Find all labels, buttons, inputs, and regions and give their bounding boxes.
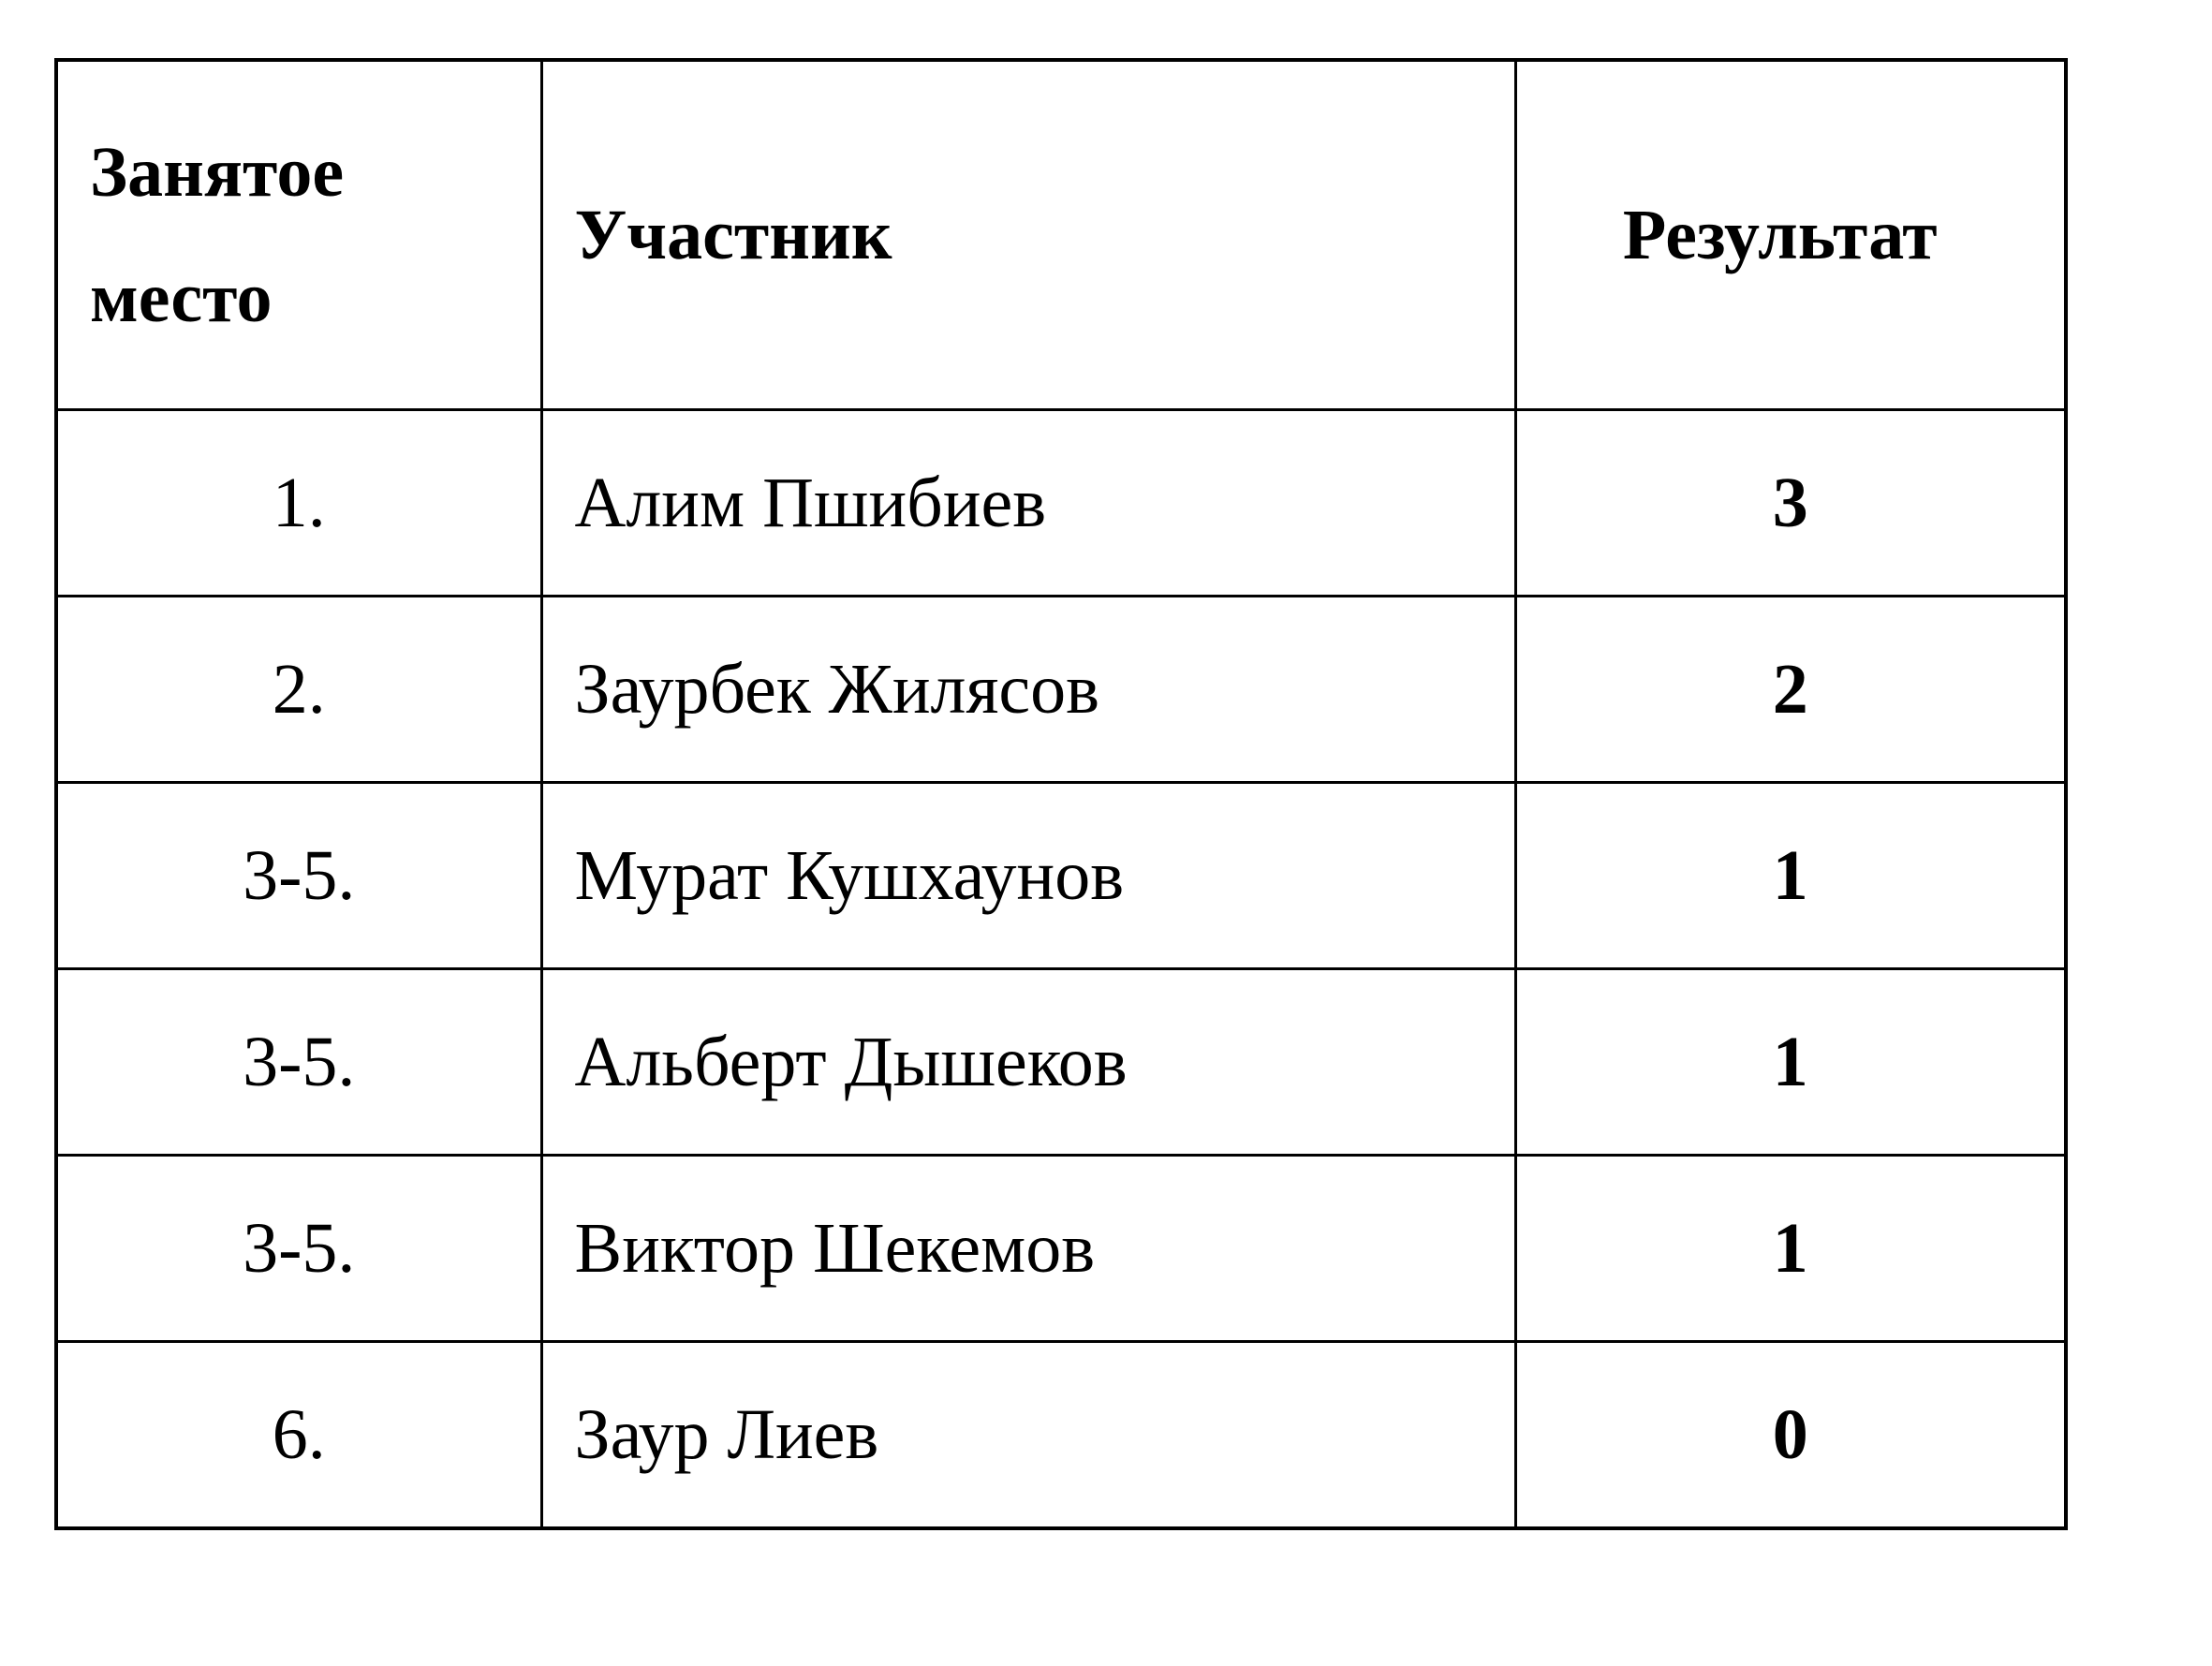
column-header-participant: Участник <box>541 60 1515 410</box>
cell-place: 6. <box>56 1342 541 1529</box>
column-header-place-line1: Занятое <box>90 132 345 212</box>
cell-participant: Заурбек Жилясов <box>541 597 1515 783</box>
table-row <box>56 1156 2066 1342</box>
table-row <box>56 969 2066 1156</box>
cell-place: 1. <box>56 410 541 597</box>
cell-participant: Виктор Шекемов <box>541 1156 1515 1342</box>
cell-result: 1 <box>1515 1156 2066 1342</box>
cell-result: 2 <box>1515 597 2066 783</box>
table-row <box>56 597 2066 783</box>
table-row <box>56 1342 2066 1529</box>
cell-result: 1 <box>1515 969 2066 1156</box>
table-header <box>56 60 2066 410</box>
table-body <box>56 410 2066 1529</box>
cell-place: 3-5. <box>56 783 541 969</box>
results-table <box>54 58 2068 1530</box>
table-row <box>56 410 2066 597</box>
cell-place: 2. <box>56 597 541 783</box>
table-header-row <box>56 60 2066 410</box>
cell-result: 0 <box>1515 1342 2066 1529</box>
cell-place: 3-5. <box>56 1156 541 1342</box>
cell-participant: Мурат Кушхаунов <box>541 783 1515 969</box>
table-row <box>56 783 2066 969</box>
cell-result: 1 <box>1515 783 2066 969</box>
column-header-place-line2: место <box>90 258 273 337</box>
cell-result: 3 <box>1515 410 2066 597</box>
cell-place: 3-5. <box>56 969 541 1156</box>
cell-participant: Альберт Дышеков <box>541 969 1515 1156</box>
cell-participant: Алим Пшибиев <box>541 410 1515 597</box>
cell-participant: Заур Лиев <box>541 1342 1515 1529</box>
column-header-place <box>56 60 541 410</box>
column-header-result: Результат <box>1515 60 2066 410</box>
